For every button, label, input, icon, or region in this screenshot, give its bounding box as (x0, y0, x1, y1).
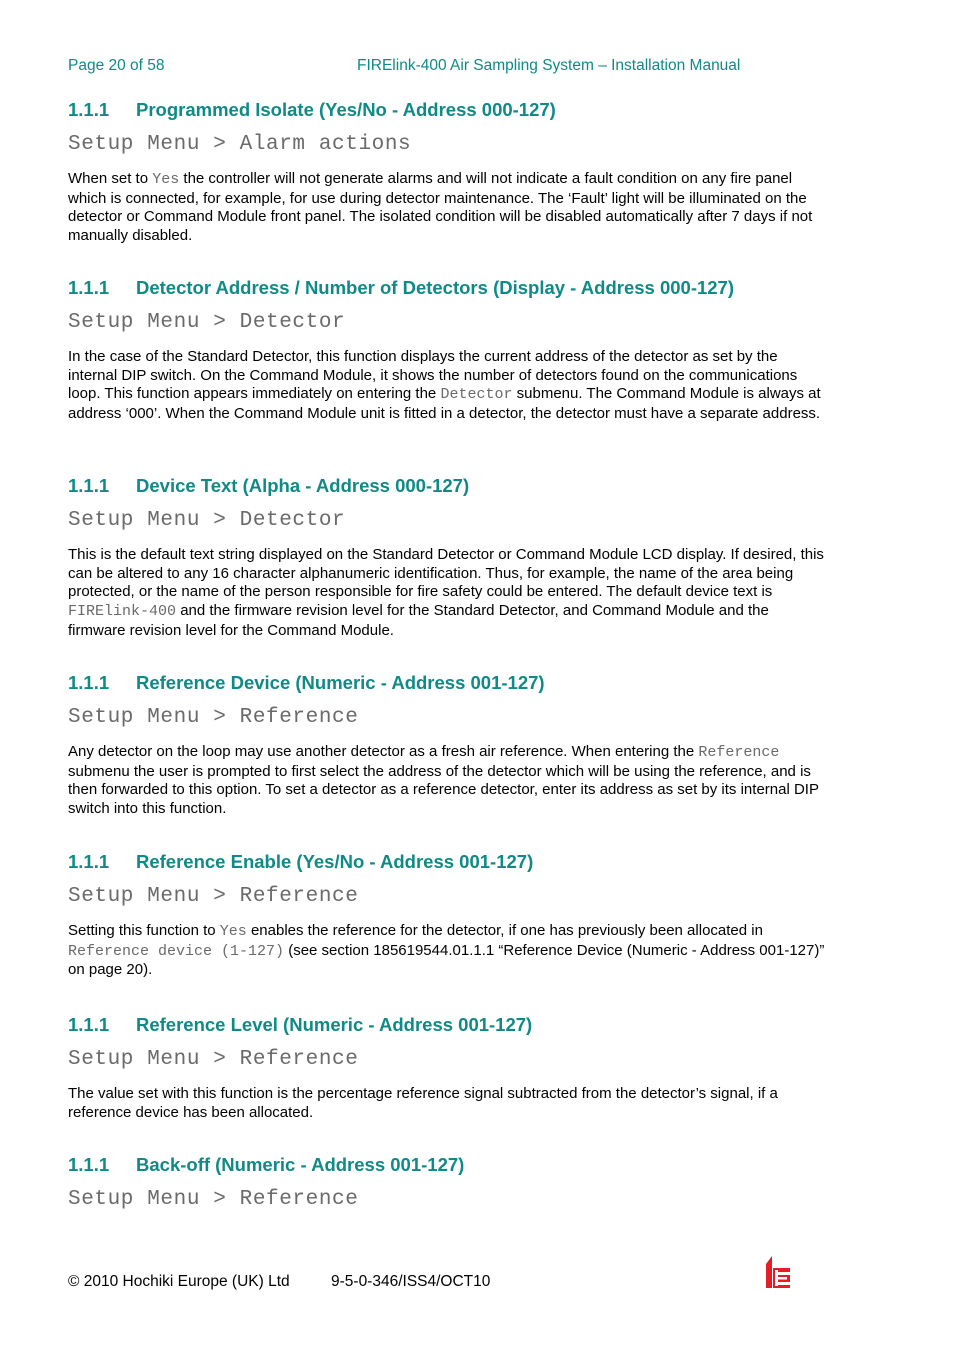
menu-path: Setup Menu > Alarm actions (68, 133, 412, 156)
document-reference: 9-5-0-346/ISS4/OCT10 (331, 1273, 491, 1290)
paragraph-text: Setting this function to (68, 922, 220, 939)
menu-term: FIRElink-400 (68, 603, 177, 621)
section (68, 671, 828, 819)
section-number: 1.1.1 (68, 277, 110, 298)
paragraph-text: When set to (68, 170, 153, 187)
page-number: Page 20 of 58 (68, 57, 165, 74)
menu-path: Setup Menu > Reference (68, 1188, 359, 1211)
section (68, 98, 828, 246)
section-number: 1.1.1 (68, 851, 110, 872)
section-title: Reference Level (Numeric - Address 001-127) (136, 1014, 533, 1035)
menu-term: Yes (152, 171, 180, 188)
section-paragraph (68, 1085, 828, 1122)
section-heading (68, 671, 828, 695)
section-heading (68, 474, 828, 498)
section-heading (68, 1153, 828, 1177)
menu-path: Setup Menu > Detector (68, 311, 346, 334)
menu-term: Detector (440, 386, 513, 404)
section-paragraph (68, 922, 828, 980)
section-title: Reference Enable (Yes/No - Address 001-127) (136, 851, 534, 872)
section (68, 1153, 828, 1213)
paragraph-text: Any detector on the loop may use another detector as a fresh air reference. When entering the (68, 743, 699, 760)
section-title: Detector Address / Number of Detectors (Display - Address 000-127) (136, 277, 735, 298)
section-number: 1.1.1 (68, 672, 110, 693)
section (68, 474, 828, 641)
paragraph-text: the controller will not generate alarms and will not indicate a fault condition on any fire panel which is connected, for example, for use during detector maintenance. The ‘Fault’ light will be illuminated on the detector or Command Module front panel. The isolated condition will be disabled automatically after 7 days if not manually disabled. (68, 170, 813, 245)
paragraph-text: The value set with this function is the percentage reference signal subtracted from the detector’s signal, if a reference device has been allocated. (68, 1085, 778, 1121)
section (68, 1013, 828, 1122)
section-number: 1.1.1 (68, 475, 110, 496)
section-heading (68, 276, 828, 300)
section-paragraph (68, 170, 828, 246)
copyright: © 2010 Hochiki Europe (UK) Ltd (68, 1273, 290, 1290)
menu-term: Yes (219, 923, 247, 940)
paragraph-text: submenu. The Command Module is always at address ‘000’. When the Command Module unit is fitted in a detector, the detector must have a separate address. (68, 385, 821, 423)
section-title: Reference Device (Numeric - Address 001-127) (136, 672, 545, 693)
menu-term: Reference (698, 744, 780, 761)
section-paragraph (68, 546, 828, 641)
paragraph-text: In the case of the Standard Detector, this function displays the current address of the detector as set by the internal DIP switch. On the Command Module, it shows the number of detectors found on the communications loop. This function appears immediately on entering the (68, 348, 798, 403)
document-title: FIRElink-400 Air Sampling System – Installation Manual (357, 57, 741, 74)
menu-path: Setup Menu > Reference (68, 706, 359, 729)
paragraph-text: enables the reference for the detector, if one has previously been allocated in (246, 922, 763, 939)
menu-path: Setup Menu > Reference (68, 885, 359, 908)
section-title: Back-off (Numeric - Address 001-127) (136, 1154, 465, 1175)
hochiki-logo-icon (764, 1254, 794, 1290)
section-paragraph (68, 348, 828, 424)
section-number: 1.1.1 (68, 99, 110, 120)
section-number: 1.1.1 (68, 1014, 110, 1035)
menu-path: Setup Menu > Reference (68, 1048, 359, 1071)
paragraph-text: This is the default text string displayed on the Standard Detector or Command Module LCD display. If desired, this can be altered to any 16 character alphanumeric identification. Thus, for example, the name of the area being protected, or the name of the person responsible for fire safety could be entered. The default device text is (68, 546, 824, 601)
section (68, 276, 828, 424)
menu-path: Setup Menu > Detector (68, 509, 346, 532)
paragraph-text: (see section 185619544.01.1.1 “Reference Device (Numeric - Address 001-127)” on page 20). (68, 941, 825, 979)
paragraph-text: and the firmware revision level for the Standard Detector, and Command Module and the firmware revision level for the Command Module. (68, 602, 769, 639)
section-heading (68, 850, 828, 874)
section-heading (68, 1013, 828, 1037)
section (68, 850, 828, 980)
section-number: 1.1.1 (68, 1154, 110, 1175)
section-heading (68, 98, 828, 122)
section-paragraph (68, 743, 828, 819)
section-title: Device Text (Alpha - Address 000-127) (136, 475, 470, 496)
paragraph-text: submenu the user is prompted to first select the address of the detector which will be using the reference, and is then forwarded to this option. To set a detector as a reference detector, enter its address as set by its internal DIP switch into this function. (68, 762, 819, 818)
section-title: Programmed Isolate (Yes/No - Address 000-127) (136, 99, 556, 120)
menu-term: Reference device (1-127) (68, 942, 285, 960)
